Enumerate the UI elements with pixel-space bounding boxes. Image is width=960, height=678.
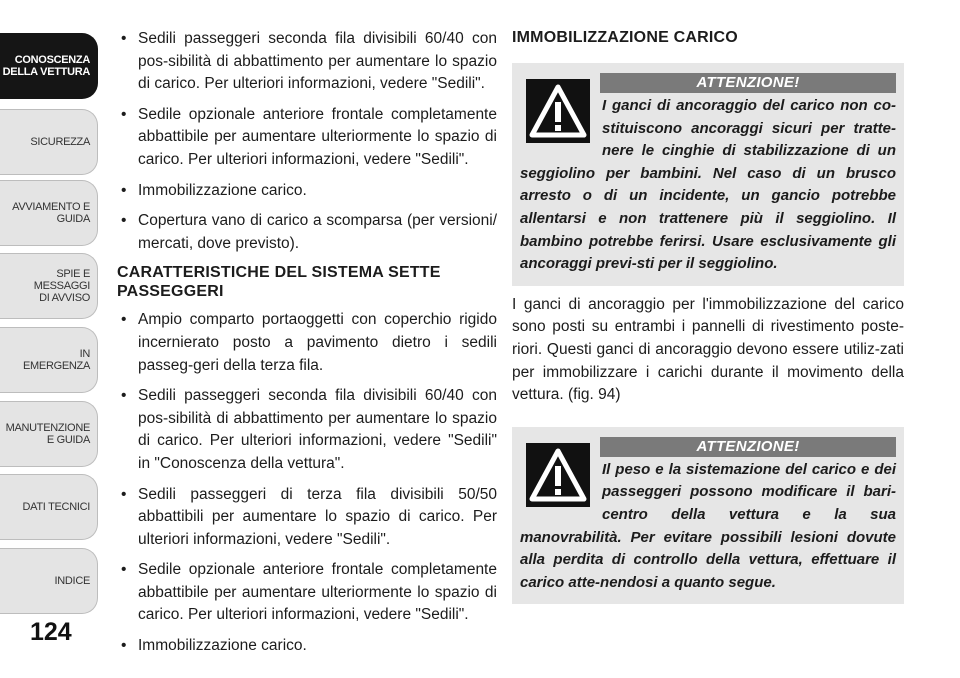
warning-body: I ganci di ancoraggio del carico non co-stituiscono ancoraggi sicuri per tratte-nere le cinghie di stabilizzazione di un seggiolino per bambini. Nel caso di un brusco arresto o di un incidente, un gancio potrebbe allentarsi e non trattenere più il seggiolino. Il bambino potrebbe ferirsi. Usare esclusivamente gli ancoraggi previ-sti per il seggiolino. <box>520 97 896 273</box>
right-column <box>512 28 904 604</box>
list-item: • Sedili passeggeri seconda fila divisibili 60/40 con pos-sibilità di abbattimento per aumentare lo spazio di carico. Per ulteriori informazioni, vedere "Sedili" in "Conoscenza della vettura". <box>117 385 497 475</box>
tab-avviamento-e-guida[interactable] <box>0 180 98 246</box>
warning-header: ATTENZIONE! <box>600 73 896 93</box>
tab-label: DATI TECNICI <box>22 501 90 513</box>
warning-header: ATTENZIONE! <box>600 437 896 457</box>
tab-label: AVVIAMENTO E GUIDA <box>12 201 90 225</box>
list-item: • Ampio comparto portaoggetti con coperchio rigido incernierato posto a pavimento dietro i sedili passeg-geri della terza fila. <box>117 309 497 377</box>
list-item: • Immobilizzazione carico. <box>117 180 497 203</box>
tab-label: MANUTENZIONE E GUIDA <box>5 422 90 446</box>
feature-list-bottom <box>117 309 497 657</box>
tab-dati-tecnici[interactable] <box>0 474 98 540</box>
section-title-immobilizzazione: IMMOBILIZZAZIONE CARICO <box>512 29 738 46</box>
page-number: 124 <box>30 618 72 646</box>
warning-body: Il peso e la sistemazione del carico e dei passeggeri possono modificare il bari-centro della vettura e la sua manovrabilità. Per evitare possibili lesioni dovute alla perdita di controllo della vettura, effettuare il carico atte-nendosi a quanto segue. <box>520 460 896 591</box>
tab-indice[interactable] <box>0 548 98 614</box>
tab-label: SPIE E MESSAGGI DI AVVISO <box>33 268 90 304</box>
tab-sicurezza[interactable] <box>0 109 98 175</box>
tab-conoscenza-della-vettura[interactable] <box>0 33 98 99</box>
chapter-tabs <box>0 0 101 678</box>
warning-box-2 <box>512 427 904 605</box>
tab-label: SICUREZZA <box>30 136 90 148</box>
tab-manutenzione[interactable] <box>0 401 98 467</box>
tab-label: INDICE <box>54 575 90 587</box>
tab-in-emergenza[interactable] <box>0 327 98 393</box>
tab-label: IN EMERGENZA <box>23 348 90 372</box>
feature-list-top <box>117 28 497 255</box>
warning-triangle-icon <box>526 79 590 143</box>
list-item: • Sedile opzionale anteriore frontale completamente abbattibile per aumentare ulteriormente lo spazio di carico. Per ulteriori informazioni, vedere "Sedili". <box>117 559 497 627</box>
warning-triangle-icon <box>526 443 590 507</box>
list-item: • Copertura vano di carico a scomparsa (per versioni/ mercati, dove previsto). <box>117 210 497 255</box>
tab-label: CONOSCENZA DELLA VETTURA <box>2 54 90 78</box>
warning-box-1 <box>512 63 904 286</box>
list-item: • Immobilizzazione carico. <box>117 635 497 658</box>
list-item: • Sedili passeggeri seconda fila divisibili 60/40 con pos-sibilità di abbattimento per aumentare lo spazio di carico. Per ulteriori informazioni, vedere "Sedili". <box>117 28 497 96</box>
body-paragraph: I ganci di ancoraggio per l'immobilizzazione del carico sono posti su entrambi i pannelli di rivestimento poste-riori. Questi ganci di ancoraggio devono essere utiliz-zati per immobilizzare i carichi durante il movimento della vettura. (fig. 94) <box>512 295 904 404</box>
list-item: • Sedile opzionale anteriore frontale completamente abbattibile per aumentare ulteriormente lo spazio di carico. Per ulteriori informazioni, vedere "Sedili". <box>117 104 497 172</box>
section-title-sette-passeggeri: CARATTERISTICHE DEL SISTEMA SETTE PASSEGGERI <box>117 264 441 301</box>
list-item: • Sedili passeggeri di terza fila divisibili 50/50 abbattibili per aumentare lo spazio di carico. Per ulteriori informazioni, vedere "Sedili". <box>117 484 497 552</box>
left-column <box>117 28 497 666</box>
tab-spie-e-messaggi[interactable] <box>0 253 98 319</box>
